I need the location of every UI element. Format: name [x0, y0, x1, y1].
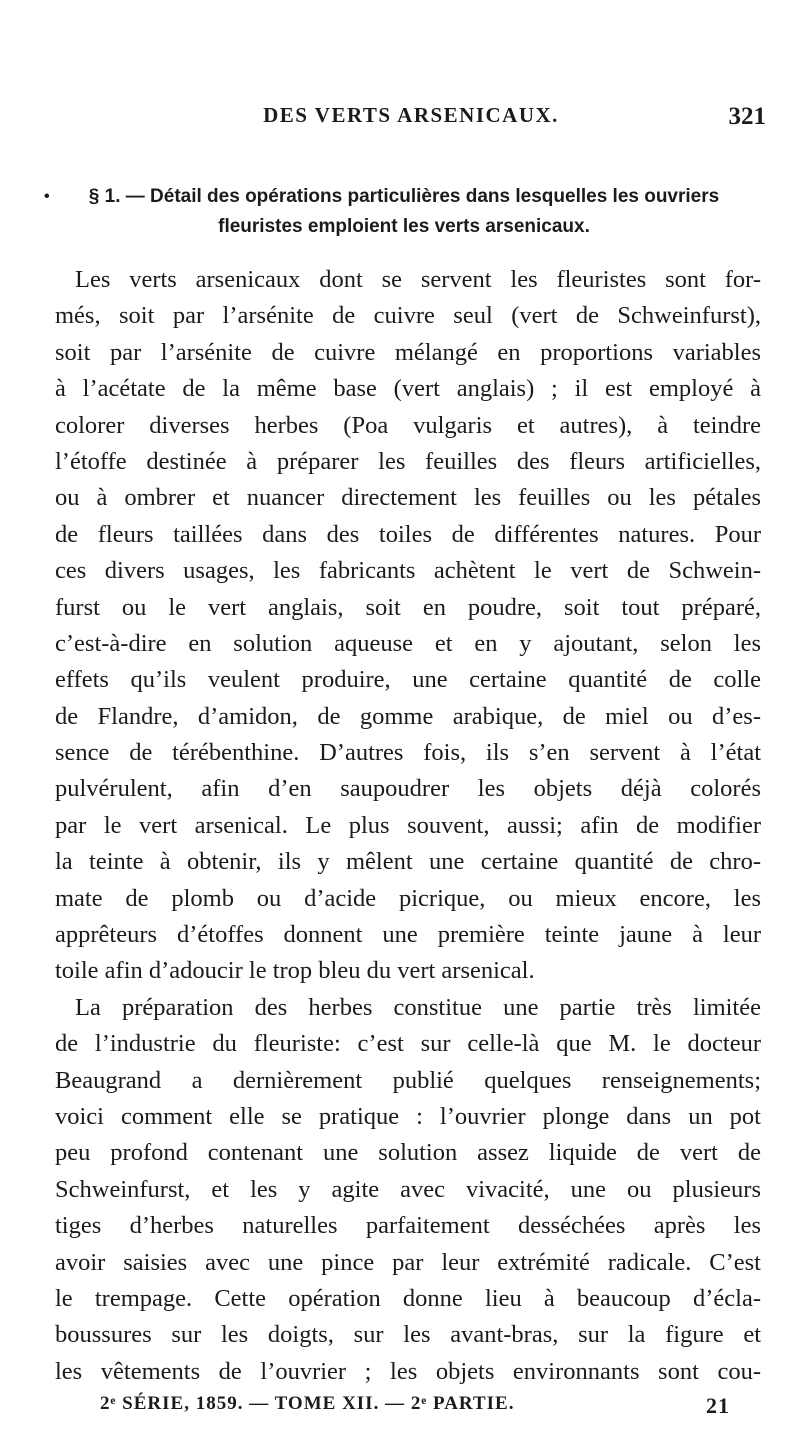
text-line: c’est-à-dire en solution aqueuse et en y ajoutant, selon les — [55, 629, 761, 657]
text-line: l’étoffe destinée à préparer les feuilles des fleurs artificielles, — [55, 447, 761, 475]
section-marker: • — [44, 188, 50, 205]
text-line: à l’acétate de la même base (vert anglais) ; il est employé à — [55, 375, 761, 403]
text-line: més, soit par l’arsénite de cuivre seul (vert de Schweinfurst), — [55, 302, 761, 330]
section-heading — [44, 182, 764, 242]
footer-signature: 2ᵉ SÉRIE, 1859. — TOME XII. — 2ᵉ PARTIE. — [100, 1393, 515, 1414]
text-line: de fleurs taillées dans des toiles de différentes natures. Pour — [55, 520, 761, 548]
page-footer — [100, 1393, 730, 1423]
text-line: pulvérulent, afin d’en saupoudrer les objets déjà colorés — [55, 775, 761, 803]
text-line: le trempage. Cette opération donne lieu à beaucoup d’écla- — [55, 1284, 761, 1312]
page-header — [56, 103, 766, 143]
text-line: sence de térébenthine. D’autres fois, ils s’en servent à l’état — [55, 739, 761, 767]
text-line: effets qu’ils veulent produire, une certaine quantité de colle — [55, 666, 761, 694]
text-line: peu profond contenant une solution assez liquide de vert de — [55, 1139, 761, 1167]
text-line: soit par l’arsénite de cuivre mélangé en proportions variables — [55, 338, 761, 366]
text-line: Beaugrand a dernièrement publié quelques renseignements; — [55, 1066, 761, 1094]
footer-folio: 21 — [706, 1393, 730, 1418]
body-text — [55, 262, 761, 1390]
text-line: La préparation des herbes constitue une partie très limitée — [75, 993, 761, 1021]
text-line: avoir saisies avec une pince par leur extrémité radicale. C’est — [55, 1248, 761, 1276]
text-line: tiges d’herbes naturelles parfaitement desséchées après les — [55, 1212, 761, 1240]
running-title: DES VERTS ARSENICAUX. — [263, 103, 559, 127]
text-line: boussures sur les doigts, sur les avant-bras, sur la figure et — [55, 1321, 761, 1349]
text-line: toile afin d’adoucir le trop bleu du vert arsenical. — [55, 957, 535, 985]
text-line: voici comment elle se pratique : l’ouvrier plonge dans un pot — [55, 1102, 761, 1130]
page-number: 321 — [728, 103, 766, 130]
text-line: Schweinfurst, et les y agite avec vivacité, une ou plusieurs — [55, 1175, 761, 1203]
section-heading-line: fleuristes emploient les verts arsenicaux. — [218, 216, 590, 237]
text-line: ou à ombrer et nuancer directement les feuilles ou les pétales — [55, 484, 761, 512]
text-line: la teinte à obtenir, ils y mêlent une certaine quantité de chro- — [55, 848, 761, 876]
text-line: ces divers usages, les fabricants achètent le vert de Schwein- — [55, 557, 761, 585]
text-line: apprêteurs d’étoffes donnent une première teinte jaune à leur — [55, 921, 761, 949]
text-line: les vêtements de l’ouvrier ; les objets environnants sont cou- — [55, 1357, 761, 1385]
section-heading-line: § 1. — Détail des opérations particulières dans lesquelles les ouvriers — [88, 186, 720, 207]
text-line: colorer diverses herbes (Poa vulgaris et autres), à teindre — [55, 411, 761, 439]
text-line: Les verts arsenicaux dont se servent les fleuristes sont for- — [75, 266, 761, 293]
text-line: par le vert arsenical. Le plus souvent, aussi; afin de modifier — [55, 811, 761, 839]
text-line: de Flandre, d’amidon, de gomme arabique, de miel ou d’es- — [55, 702, 761, 730]
text-line: furst ou le vert anglais, soit en poudre, soit tout préparé, — [55, 593, 761, 621]
text-line: de l’industrie du fleuriste: c’est sur celle-là que M. le docteur — [55, 1030, 761, 1058]
text-line: mate de plomb ou d’acide picrique, ou mieux encore, les — [55, 884, 761, 912]
